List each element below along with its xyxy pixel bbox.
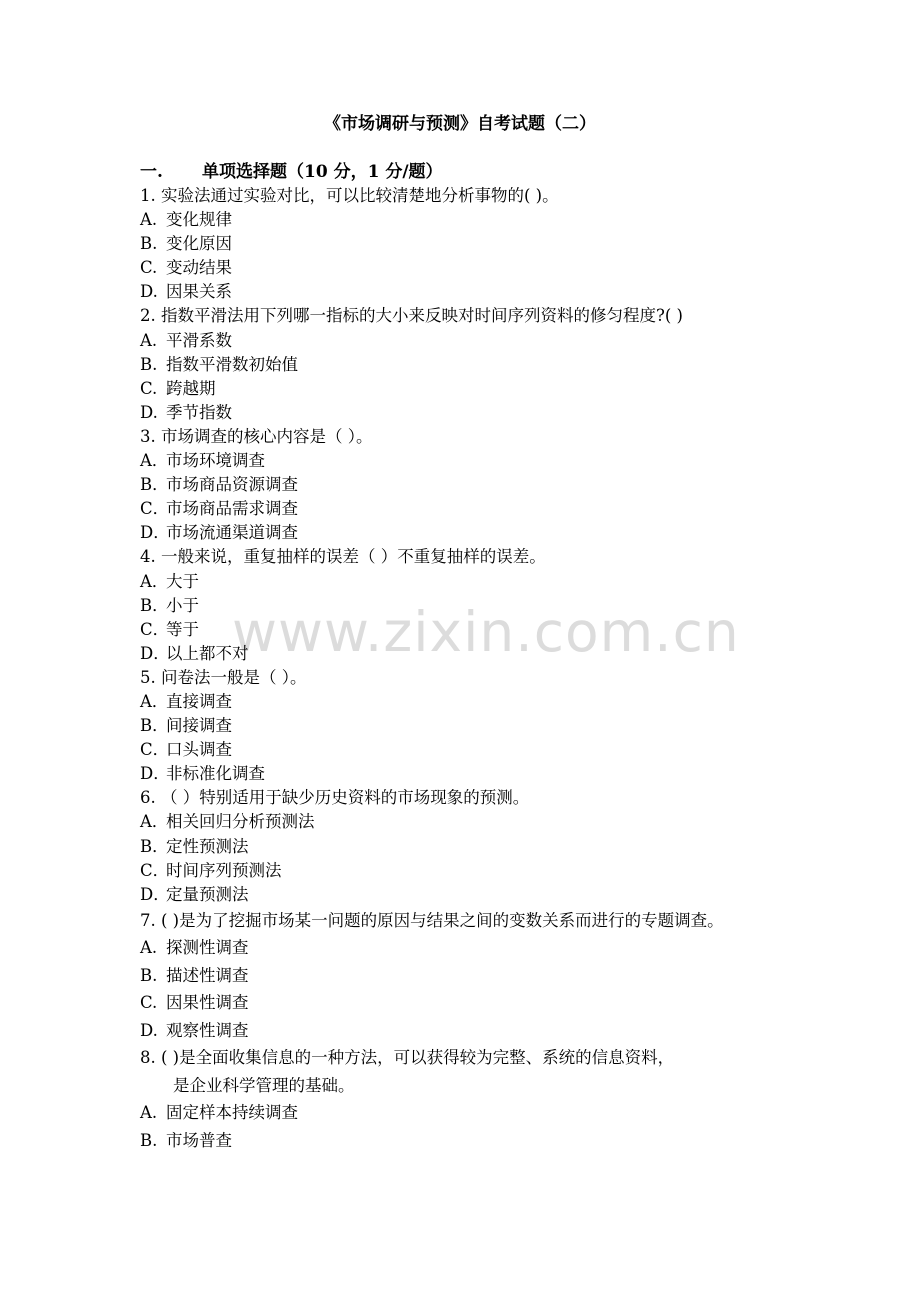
option-text: 市场流通渠道调查: [166, 523, 298, 543]
option-letter: A．: [140, 691, 169, 711]
question-stem: 2. 指数平滑法用下列哪一指标的大小来反映对时间序列资料的修匀程度?( ): [140, 306, 683, 326]
answer-option: [140, 1017, 800, 1045]
answer-option: [140, 714, 800, 738]
answer-option: [140, 256, 800, 280]
question-stem: 5. 问卷法一般是（ ）。: [140, 667, 307, 687]
answer-option: [140, 570, 800, 594]
answer-option: [140, 1127, 800, 1155]
option-text: 市场普查: [166, 1130, 232, 1150]
answer-option: [140, 738, 800, 762]
answer-option: [140, 473, 800, 497]
option-letter: B．: [140, 716, 169, 736]
option-letter: B.: [140, 234, 158, 254]
option-text: 定性预测法: [166, 836, 249, 856]
option-letter: B.: [140, 965, 158, 985]
option-text: 平滑系数: [166, 330, 232, 350]
answer-option: [140, 810, 800, 834]
option-letter: B．: [140, 595, 169, 615]
option-letter: A．: [140, 812, 169, 832]
option-text: 描述性调查: [166, 965, 249, 985]
option-letter: B．: [140, 475, 169, 495]
option-text: 跨越期: [166, 378, 216, 398]
option-letter: A.: [140, 1103, 158, 1123]
option-letter: D.: [140, 1020, 158, 1040]
question-stem: 6. （ ）特别适用于缺少历史资料的市场现象的预测。: [140, 788, 530, 808]
option-letter: C.: [140, 993, 158, 1013]
question-stem: 1. 实验法通过实验对比，可以比较清楚地分析事物的( )。: [140, 186, 559, 205]
option-letter: B.: [140, 354, 158, 374]
question-stem: 3. 市场调查的核心内容是（ ）。: [140, 426, 373, 446]
option-text: 直接调查: [166, 691, 232, 711]
option-text: 相关回归分析预测法: [166, 812, 315, 832]
option-letter: D.: [140, 402, 158, 422]
answer-option: [140, 280, 800, 304]
option-text: 季节指数: [166, 402, 232, 422]
question-list: [140, 184, 800, 1154]
option-letter: A．: [140, 571, 169, 591]
option-letter: C．: [140, 740, 170, 760]
section-title: 单项选择题（10 分，1 分/题）: [202, 162, 443, 182]
option-letter: C.: [140, 378, 158, 398]
option-letter: D.: [140, 282, 158, 302]
option-letter: A.: [140, 210, 158, 230]
answer-option: [140, 449, 800, 473]
option-text: 小于: [166, 595, 199, 615]
option-text: 大于: [166, 571, 199, 591]
answer-option: [140, 208, 800, 232]
section-number: 一.: [140, 162, 163, 182]
section-heading: [140, 160, 443, 184]
question-stem-continuation: 是企业科学管理的基础。: [173, 1075, 355, 1095]
answer-option: [140, 762, 800, 786]
answer-option: [140, 962, 800, 990]
option-text: 固定样本持续调查: [166, 1103, 298, 1123]
option-text: 以上都不对: [166, 643, 249, 663]
answer-option: [140, 353, 800, 377]
option-letter: C.: [140, 258, 158, 278]
option-text: 间接调查: [166, 716, 232, 736]
option-letter: A.: [140, 330, 158, 350]
option-letter: D．: [140, 764, 170, 784]
option-text: 变化规律: [166, 210, 232, 230]
answer-option: [140, 989, 800, 1017]
option-text: 口头调查: [166, 740, 232, 760]
option-letter: A．: [140, 451, 169, 471]
answer-option: [140, 642, 800, 666]
question-stem: 4. 一般来说，重复抽样的误差（ ）不重复抽样的误差。: [140, 547, 546, 567]
option-text: 变化原因: [166, 234, 232, 254]
option-text: 观察性调查: [166, 1020, 249, 1040]
answer-option: [140, 835, 800, 859]
answer-option: [140, 883, 800, 907]
option-text: 时间序列预测法: [166, 860, 282, 880]
answer-option: [140, 401, 800, 425]
answer-option: [140, 859, 800, 883]
option-letter: B.: [140, 1130, 158, 1150]
answer-option: [140, 329, 800, 353]
answer-option: [140, 232, 800, 256]
option-text: 变动结果: [166, 258, 232, 278]
question-stem: 7. ( )是为了挖掘市场某一问题的原因与结果之间的变数关系而进行的专题调查。: [140, 910, 724, 930]
option-text: 非标准化调查: [166, 764, 265, 784]
option-text: 市场商品资源调查: [166, 475, 298, 495]
answer-option: [140, 934, 800, 962]
option-text: 市场商品需求调查: [166, 499, 298, 519]
option-letter: D．: [140, 523, 170, 543]
question-stem: 8. ( )是全面收集信息的一种方法，可以获得较为完整、系统的信息资料，: [140, 1048, 675, 1068]
option-text: 指数平滑数初始值: [166, 354, 298, 374]
option-letter: B．: [140, 836, 169, 856]
option-text: 探测性调查: [166, 938, 249, 958]
answer-option: [140, 618, 800, 642]
option-letter: A.: [140, 938, 158, 958]
option-text: 因果关系: [166, 282, 232, 302]
option-letter: D．: [140, 643, 170, 663]
option-letter: C．: [140, 619, 170, 639]
answer-option: [140, 377, 800, 401]
option-letter: D．: [140, 884, 170, 904]
option-text: 等于: [166, 619, 199, 639]
watermark: www.zixin.com.cn: [232, 600, 740, 664]
option-letter: C．: [140, 860, 170, 880]
option-text: 定量预测法: [166, 884, 249, 904]
document-title: 《市场调研与预测》自考试题（二）: [324, 114, 596, 134]
option-text: 市场环境调查: [166, 451, 265, 471]
answer-option: [140, 497, 800, 521]
option-letter: C．: [140, 499, 170, 519]
answer-option: [140, 690, 800, 714]
answer-option: [140, 521, 800, 545]
answer-option: [140, 594, 800, 618]
answer-option: [140, 1099, 800, 1127]
option-text: 因果性调查: [166, 993, 249, 1013]
